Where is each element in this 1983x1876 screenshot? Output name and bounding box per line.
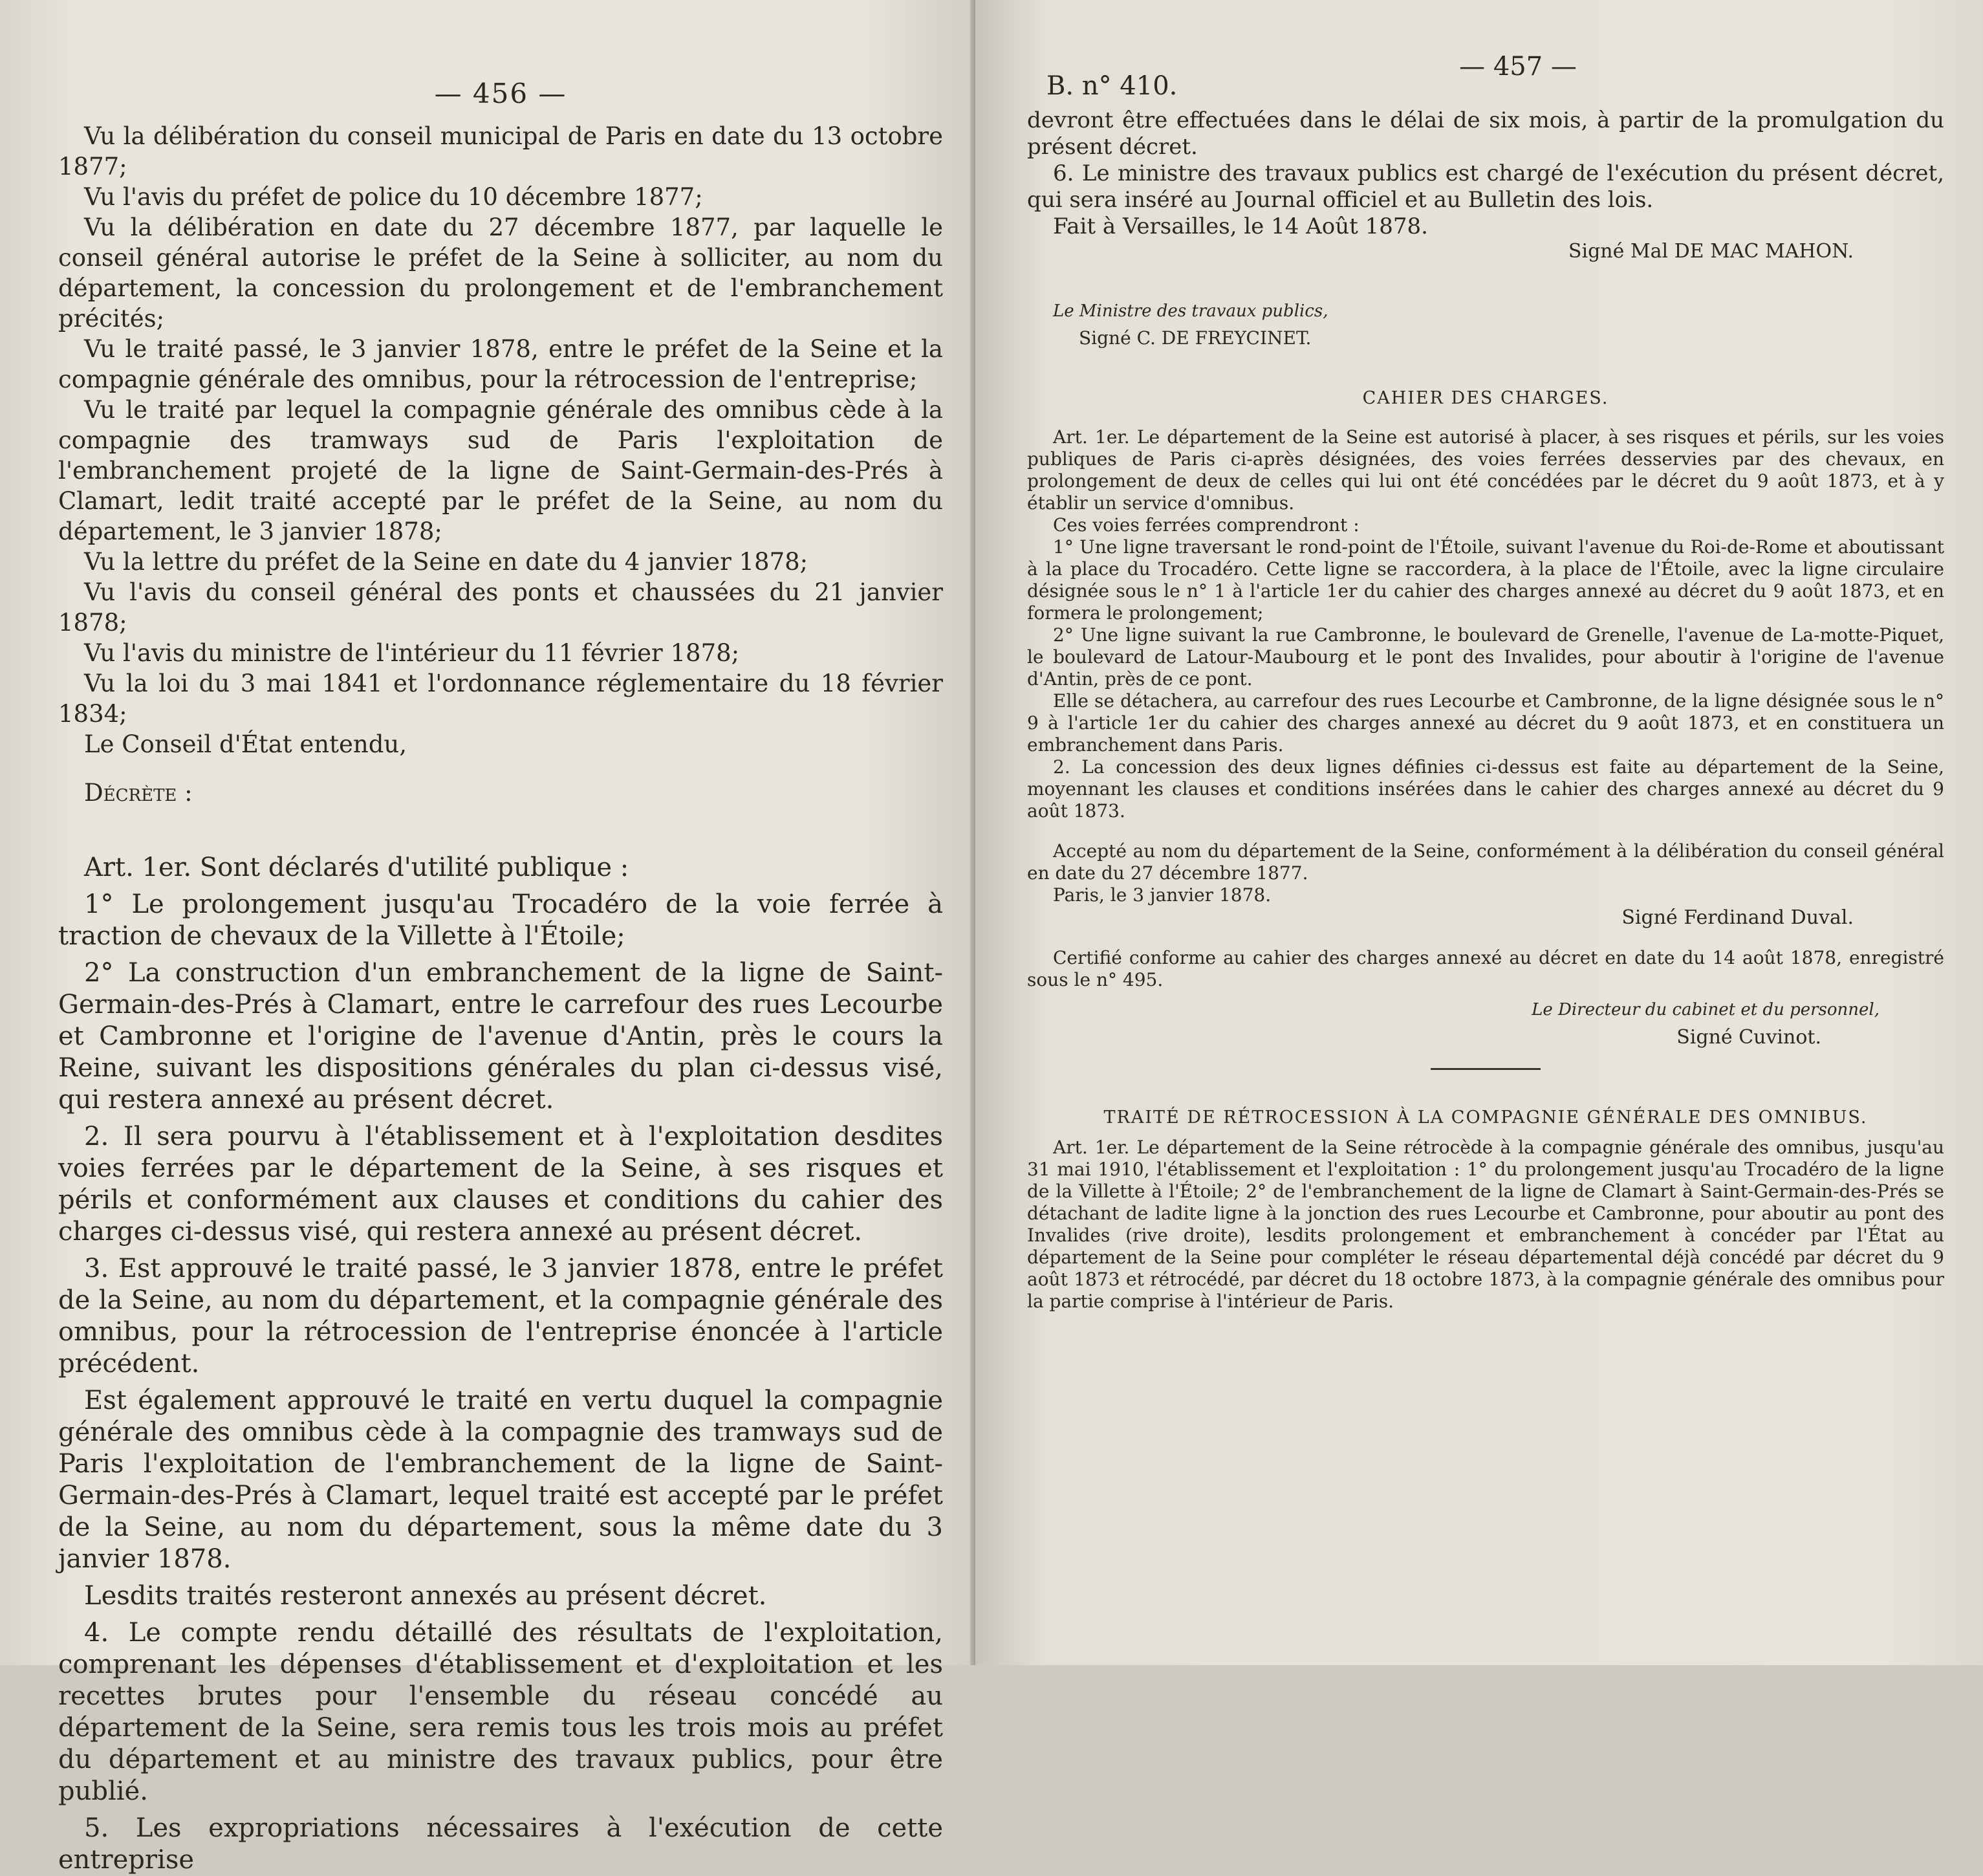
article-paragraph: 5. Les expropriations nécessaires à l'exécution de cette entreprise bbox=[58, 1813, 943, 1875]
article-paragraph: 2. Il sera pourvu à l'établissement et à l'exploitation desdites voies ferrées par le département de la Seine, à ses risques et périls et conformément aux clauses et conditions du cahier des charges ci-dessus visé, qui restera annexé au présent décret. bbox=[58, 1122, 943, 1247]
signature-cuvinot: Signé Cuvinot. bbox=[1676, 1026, 1821, 1049]
page-number-left: — 456 — bbox=[434, 78, 567, 109]
vu-paragraph: Vu le traité passé, le 3 janvier 1878, entre le préfet de la Seine et la compagnie générale des omnibus, pour la rétrocession de l'entreprise; bbox=[58, 335, 943, 393]
certification-paragraph: Certifié conforme au cahier des charges annexé au décret en date du 14 août 1878, enregistré sous le n° 495. bbox=[1027, 947, 1944, 990]
vu-paragraph: Vu l'avis du ministre de l'intérieur du 11 février 1878; bbox=[84, 639, 740, 667]
section-divider bbox=[1431, 1068, 1541, 1070]
page-number-right: — 457 — bbox=[1459, 52, 1577, 82]
vu-paragraph: Vu l'avis du préfet de police du 10 décembre 1877; bbox=[84, 183, 703, 211]
cahier-title: CAHIER DES CHARGES. bbox=[1362, 388, 1609, 408]
traite-title: TRAITÉ DE RÉTROCESSION À LA COMPAGNIE GÉNÉRALE DES OMNIBUS. bbox=[1103, 1107, 1868, 1128]
acceptance-paragraph: Accepté au nom du département de la Seine, conformément à la délibération du conseil général en date du 27 décembre 1877. bbox=[1027, 840, 1944, 884]
signature-duval: Signé Ferdinand Duval. bbox=[1621, 906, 1854, 929]
signature-freycinet: Signé C. DE FREYCINET. bbox=[1079, 327, 1312, 349]
article-1-heading: Art. 1er. Sont déclarés d'utilité publique : bbox=[84, 853, 629, 882]
bulletin-reference: B. n° 410. bbox=[1046, 71, 1178, 101]
vu-paragraph: Vu le traité par lequel la compagnie générale des omnibus cède à la compagnie des tramways sud de Paris l'exploitation de l'embranchement projeté de la ligne de Saint-Germain-des-Prés à Clamart, ledit traité accepté par le préfet de la Seine, au nom du département, le 3 janvier 1878; bbox=[58, 396, 943, 545]
cahier-paragraph: 2. La concession des deux lignes définies ci-dessus est faite au département de la Seine, moyennant les clauses et conditions insérées dans le cahier des charges annexé au décret du 9 août 1873. bbox=[1027, 756, 1944, 822]
vu-paragraph: Vu l'avis du conseil général des ponts et chaussées du 21 janvier 1878; bbox=[58, 578, 943, 637]
vu-paragraph: Le Conseil d'État entendu, bbox=[84, 730, 407, 758]
minister-title: Le Ministre des travaux publics, bbox=[1053, 301, 1328, 321]
directeur-title: Le Directeur du cabinet et du personnel, bbox=[1532, 1000, 1880, 1020]
article-paragraph: 2° La construction d'un embranchement de la ligne de Saint-Germain-des-Prés à Clamart, entre le carrefour des rues Lecourbe et Cambronne et l'origine de l'avenue d'Antin, près le cours la Reine, suivant les dispositions générales du plan ci-dessus visé, qui restera annexé au présent décret. bbox=[58, 958, 943, 1115]
decree-paragraph: devront être effectuées dans le délai de six mois, à partir de la promulgation du présent décret. bbox=[1027, 107, 1944, 160]
right-page bbox=[975, 0, 1983, 1665]
decree-date: Fait à Versailles, le 14 Août 1878. bbox=[1053, 213, 1428, 239]
cahier-paragraph: Ces voies ferrées comprendront : bbox=[1053, 514, 1360, 536]
decrete-heading: Décrète : bbox=[84, 779, 193, 807]
cahier-paragraph: Art. 1er. Le département de la Seine est autorisé à placer, à ses risques et périls, sur les voies publiques de Paris ci-après désignées, des voies ferrées desservies par des chevaux, en prolongement de deux de celles qui lui ont été concédées par le décret du 9 août 1873, et à y établir un service d'omnibus. bbox=[1027, 426, 1944, 514]
decree-paragraph: 6. Le ministre des travaux publics est chargé de l'exécution du présent décret, qui sera inséré au Journal officiel et au Bulletin des lois. bbox=[1027, 160, 1944, 213]
cahier-paragraph: 1° Une ligne traversant le rond-point de l'Étoile, suivant l'avenue du Roi-de-Rome et aboutissant à la place du Trocadéro. Cette ligne se raccordera, à la place de l'Étoile, avec la ligne circulaire désignée sous le n° 1 à l'article 1er du cahier des charges annexé au décret du 9 août 1873, et en formera le prolongement; bbox=[1027, 536, 1944, 624]
signature-mac-mahon: Signé Mal DE MAC MAHON. bbox=[1568, 240, 1854, 263]
article-paragraph: 1° Le prolongement jusqu'au Trocadéro de la voie ferrée à traction de chevaux de la Villette à l'Étoile; bbox=[58, 889, 943, 951]
article-paragraph: Lesdits traités resteront annexés au présent décret. bbox=[84, 1581, 767, 1611]
cahier-paragraph: 2° Une ligne suivant la rue Cambronne, le boulevard de Grenelle, l'avenue de La-motte-Piquet, le boulevard de Latour-Maubourg et le pont des Invalides, pour aboutir à l'origine de l'avenue d'Antin, près de ce pont. bbox=[1027, 624, 1944, 690]
article-paragraph: Est également approuvé le traité en vertu duquel la compagnie générale des omnibus cède à la compagnie des tramways sud de Paris l'exploitation de l'embranchement de la ligne de Saint-Germain-des-Prés à Clamart, lequel traité est accepté par le préfet de la Seine, au nom du département, sous la même date du 3 janvier 1878. bbox=[58, 1386, 943, 1574]
paris-date: Paris, le 3 janvier 1878. bbox=[1053, 884, 1272, 906]
cahier-paragraph: Elle se détachera, au carrefour des rues Lecourbe et Cambronne, de la ligne désignée sous le n° 9 à l'article 1er du cahier des charges annexé au décret du 9 août 1873, et en constituera un embranchement dans Paris. bbox=[1027, 690, 1944, 756]
vu-paragraph: Vu la loi du 3 mai 1841 et l'ordonnance réglementaire du 18 février 1834; bbox=[58, 670, 943, 728]
article-paragraph: 3. Est approuvé le traité passé, le 3 janvier 1878, entre le préfet de la Seine, au nom du département, et la compagnie générale des omnibus, pour la rétrocession de l'entreprise énoncée à l'article précédent. bbox=[58, 1254, 943, 1379]
vu-paragraph: Vu la délibération en date du 27 décembre 1877, par laquelle le conseil général autorise le préfet de la Seine à solliciter, au nom du département, la concession du prolongement et de l'embranchement précités; bbox=[58, 213, 943, 333]
left-page bbox=[0, 0, 975, 1875]
article-paragraph: 4. Le compte rendu détaillé des résultats de l'exploitation, comprenant les dépenses d'établissement et d'exploitation et les recettes brutes pour l'ensemble du réseau concédé au département de la Seine, sera remis tous les trois mois au préfet du département et au ministre des travaux publics, pour être publié. bbox=[58, 1618, 943, 1806]
vu-paragraph: Vu la délibération du conseil municipal de Paris en date du 13 octobre 1877; bbox=[58, 122, 943, 180]
vu-paragraph: Vu la lettre du préfet de la Seine en date du 4 janvier 1878; bbox=[84, 548, 808, 576]
traite-paragraph: Art. 1er. Le département de la Seine rétrocède à la compagnie générale des omnibus, jusqu'au 31 mai 1910, l'établissement et l'exploitation : 1° du prolongement jusqu'au Trocadéro de la ligne de la Villette à l'Étoile; 2° de l'embranchement de la ligne de Clamart à Saint-Germain-des-Prés se détachant de ladite ligne à la jonction des rues Lecourbe et Cambronne, pour aboutir au pont des Invalides (rive droite), lesdits prolongement et embranchement à concéder par l'État au département de la Seine pour compléter le réseau départemental déjà concédé par décret du 9 août 1873 et rétrocédé, par décret du 18 octobre 1873, à la compagnie générale des omnibus pour la partie comprise à l'intérieur de Paris. bbox=[1027, 1137, 1944, 1312]
